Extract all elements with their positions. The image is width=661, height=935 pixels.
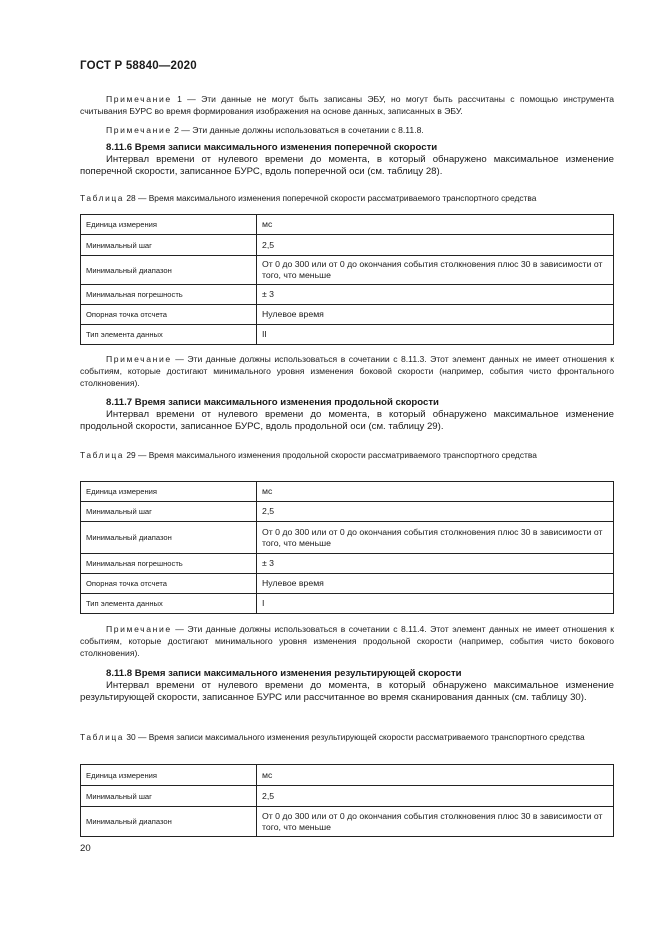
table-30 — [80, 764, 614, 837]
section-body: Интервал времени от нулевого времени до момента, в который обнаружено максимальное изменение продольной скорости, записанное БУРС, вдоль продольной оси (см. таблицу 29). — [80, 409, 614, 433]
row-value: От 0 до 300 или от 0 до окончания события столкновения плюс 30 в зависимости от того, что меньше — [257, 807, 614, 837]
table-row — [81, 786, 614, 807]
section-heading: 8.11.8 Время записи максимального изменения результирующей скорости — [106, 668, 462, 679]
table-28-note — [80, 353, 614, 389]
table-row — [81, 235, 614, 256]
table-28-caption — [80, 193, 614, 204]
row-key: Минимальный диапазон — [81, 807, 257, 837]
note-label: Примечание — [106, 624, 172, 634]
row-value: ± 3 — [257, 554, 614, 574]
table-row — [81, 502, 614, 522]
row-value: I — [257, 594, 614, 614]
table-row — [81, 215, 614, 235]
caption-label: Таблица — [80, 193, 125, 203]
table-row — [81, 325, 614, 345]
row-value: Нулевое время — [257, 305, 614, 325]
section-body: Интервал времени от нулевого времени до момента, в который обнаружено максимальное изменение результирующей скорости, записанное БУРС или рассчитанное во время сканирования данных (см. таблицу 30). — [80, 680, 614, 704]
table-row — [81, 765, 614, 786]
table-28 — [80, 214, 614, 345]
note-1 — [80, 93, 614, 117]
caption-label: Таблица — [80, 732, 125, 742]
row-value: мс — [257, 482, 614, 502]
row-key: Опорная точка отсчета — [81, 305, 257, 325]
table-row — [81, 522, 614, 554]
table-29-caption — [80, 450, 614, 461]
row-value: 2,5 — [257, 502, 614, 522]
table-row — [81, 256, 614, 285]
section-heading: 8.11.6 Время записи максимального изменения поперечной скорости — [106, 142, 438, 153]
row-value: II — [257, 325, 614, 345]
table-30-caption — [80, 732, 614, 743]
document-code: ГОСТ Р 58840—2020 — [80, 60, 197, 72]
row-value: От 0 до 300 или от 0 до окончания события столкновения плюс 30 в зависимости от того, что меньше — [257, 256, 614, 285]
note-text: — Эти данные должны использоваться в сочетании с 8.11.3. Этот элемент данных не имеет отношения к событиям, которые достигают минимального уровня изменения боковой скорости (например, события чисто фронтального столкновения). — [80, 354, 614, 388]
row-key: Минимальный диапазон — [81, 256, 257, 285]
row-key: Единица измерения — [81, 765, 257, 786]
section-8-11-6 — [80, 141, 614, 179]
row-value: ± 3 — [257, 285, 614, 305]
table-row — [81, 482, 614, 502]
caption-label: Таблица — [80, 450, 125, 460]
note-label: Примечание — [106, 125, 172, 135]
row-key: Минимальный шаг — [81, 235, 257, 256]
row-key: Тип элемента данных — [81, 594, 257, 614]
row-value: 2,5 — [257, 235, 614, 256]
table-row — [81, 594, 614, 614]
row-value: мс — [257, 765, 614, 786]
row-key: Опорная точка отсчета — [81, 574, 257, 594]
note-2 — [80, 124, 614, 136]
section-body: Интервал времени от нулевого времени до момента, в который обнаружено максимальное изменение поперечной скорости, записанное БУРС, вдоль поперечной оси (см. таблицу 28). — [80, 154, 614, 178]
page-number: 20 — [80, 843, 91, 854]
section-heading: 8.11.7 Время записи максимального изменения продольной скорости — [106, 397, 439, 408]
row-value: 2,5 — [257, 786, 614, 807]
note-text: — Эти данные должны использоваться в сочетании с 8.11.4. Этот элемент данных не имеет отношения к событиям, которые достигают минимального уровня изменения продольной скорости (например, события чисто бокового столкновения). — [80, 624, 614, 658]
row-key: Минимальная погрешность — [81, 554, 257, 574]
note-text: 2 — Эти данные должны использоваться в сочетании с 8.11.8. — [171, 125, 424, 135]
row-value: Нулевое время — [257, 574, 614, 594]
table-29-note — [80, 623, 614, 659]
row-key: Тип элемента данных — [81, 325, 257, 345]
row-key: Единица измерения — [81, 215, 257, 235]
section-8-11-8 — [80, 667, 614, 705]
table-row — [81, 574, 614, 594]
row-key: Минимальный шаг — [81, 502, 257, 522]
row-key: Единица измерения — [81, 482, 257, 502]
row-key: Минимальная погрешность — [81, 285, 257, 305]
table-row — [81, 807, 614, 837]
table-row — [81, 554, 614, 574]
row-value: От 0 до 300 или от 0 до окончания события столкновения плюс 30 в зависимости от того, что меньше — [257, 522, 614, 554]
caption-text: 30 — Время записи максимального изменения результирующей скорости рассматриваемого транспортного средства — [124, 732, 585, 742]
note-label: Примечание — [106, 354, 172, 364]
caption-text: 28 — Время максимального изменения поперечной скорости рассматриваемого транспортного средства — [124, 193, 537, 203]
section-8-11-7 — [80, 396, 614, 434]
row-key: Минимальный диапазон — [81, 522, 257, 554]
note-text: 1 — Эти данные не могут быть записаны ЭБУ, но могут быть рассчитаны с помощью инструмента считывания БУРС во время формирования изображения на основе данных, записанных в ЭБУ. — [80, 94, 614, 116]
caption-text: 29 — Время максимального изменения продольной скорости рассматриваемого транспортного средства — [124, 450, 537, 460]
table-row — [81, 305, 614, 325]
table-row — [81, 285, 614, 305]
row-value: мс — [257, 215, 614, 235]
note-label: Примечание — [106, 94, 172, 104]
table-29 — [80, 481, 614, 614]
row-key: Минимальный шаг — [81, 786, 257, 807]
